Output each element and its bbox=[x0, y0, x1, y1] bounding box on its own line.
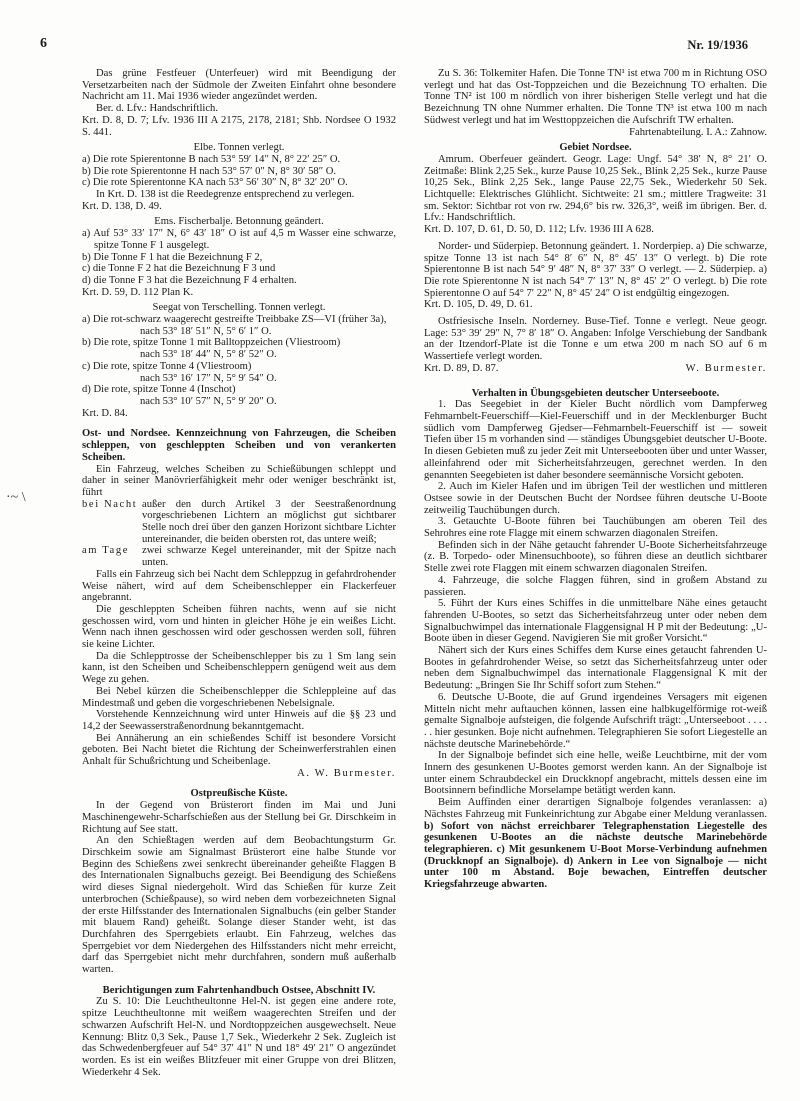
list-item: c) Die rote, spitze Tonne 4 (Vliestroom) bbox=[82, 360, 252, 372]
paragraph: Ber. d. Lfv.: Handschriftlich. bbox=[96, 103, 218, 115]
signature: W. Burmester. bbox=[685, 362, 767, 374]
list-item-position: nach 53° 10′ 57″ N, 5° 9′ 20″ O. bbox=[140, 395, 277, 407]
paragraph-bold: b) Sofort von nächst erreichbarer Telegraphenstation Liegestelle des gesunkenen U-Bootes an die nächste deutsche Marinebehörde telegraphieren. c) Mit gesunkenem U-Boot Morse-Verbindung aufnehmen (Druckknopf an Signalboje). d) Ankern in Lee von Signalboje — nicht unter 100 m Abstand. Boje bewachen, Eintreffen deutscher Kriegsfahrzeuge abwarten. bbox=[424, 820, 767, 891]
list-item: c) die Tonne F 2 hat die Bezeichnung F 3 und bbox=[82, 263, 276, 275]
section-heading: Ost- und Nordsee. Kennzeichnung von Fahrzeugen, die Scheiben schleppen, von geschleppten Scheiben und von verankerten Scheiben. bbox=[82, 428, 396, 463]
paragraph: Zu S. 36: Tolkemiter Hafen. Die Tonne TN¹ ist etwa 700 m in Richtung OSO verlegt und hat das Ost-Toppzeichen und die Bezeichnung TO erhalten. Die Tonne TN² ist 100 m nördlich von ihrer bisherigen Stelle verlegt und hat die Bezeichnung TN ohne Nummer erhalten. Die Tonne TN³ ist etwa 100 m nach Südwest verlegt und hat im Westtoppzeichen die Aufschrift TW erhalten. bbox=[424, 68, 767, 126]
right-column bbox=[424, 68, 767, 891]
paragraph: Amrum. Oberfeuer geändert. Geogr. Lage: Ungf. 54° 38′ N, 8° 21′ O. Zeitmaße: Blink 2,25 Sek., kurze Pause 10,25 Sek., Blink 2,25 Sek., kurze Pause 10,25 Sek., Blink 2,25 Sek., lange Pause 22,75 Sek., Wiederkehr 50 Sek. Lichtquelle: Elektrisches Glühlicht. Sichtweite: 21 sm.; mittlere Tragweite: 31 sm. Sektor: Sichtbar rot von rw. 294,6° bis rw. 326,3°, weiß im übrigen. Ber. d. Lfv.: Handschriftlich. bbox=[424, 153, 767, 224]
list-item: d) Die rote, spitze Tonne 4 (Inschot) bbox=[82, 384, 236, 396]
paragraph: Da die Schlepptrosse der Scheibenschlepper bis zu 1 Sm lang sein kann, ist den Scheiben und Scheibenschleppern genügend weit aus dem Wege zu gehen. bbox=[82, 650, 396, 686]
chart-reference: Krt. D. 59, D. 112 Plan K. bbox=[82, 286, 194, 298]
definition-text: zwei schwarze Kegel untereinander, mit der Spitze nach unten. bbox=[142, 545, 396, 569]
list-item: b) Die Tonne F 1 hat die Bezeichnung F 2, bbox=[82, 251, 263, 263]
margin-mark: ·~ \ bbox=[6, 490, 26, 505]
chart-reference: Krt. D. 107, D. 61, D. 50, D. 112; Lfv. 1936 III A 628. bbox=[424, 224, 654, 236]
paragraph: Zu S. 10: Die Leuchtheultonne Hel-N. ist gegen eine andere rote, spitze Leuchtheultonne mit weißem waagerechten Streifen und der schwarzen Aufschrift Hel-N. und Nordtoppzeichen ausgewechselt. Neue Kennung: Blitz 0,3 Sek., Pause 1,7 Sek., Wiederkehr 2 Sek. Zugleich ist das Schwedenbergfeuer auf 54° 37′ 41″ N und 18° 49′ 21″ O angezündet worden. Es ist ein weißes Blitzfeuer mit einer Gruppe von drei Blitzen, Wiederkehr 4 Sek. bbox=[82, 996, 396, 1078]
paragraph: Ein Fahrzeug, welches Scheiben zu Schießübungen schleppt und daher in seiner Manövrierfähigkeit mehr oder weniger beschränkt ist, führt bbox=[82, 463, 396, 498]
chart-reference: Krt. D. 105, D. 49, D. 61. bbox=[424, 299, 533, 311]
section-heading: Seegat von Terschelling. Tonnen verlegt. bbox=[152, 302, 326, 314]
paragraph: Bei Nebel kürzen die Scheibenschlepper die Schleppleine auf das Mindestmaß und geben die vorgeschriebenen Nebelsignale. bbox=[82, 685, 396, 709]
paragraph: Norder- und Süderpiep. Betonnung geändert. 1. Norderpiep. a) Die schwarze, spitze Tonne 13 ist nach 54° 8′ 6″ N, 8° 45′ 13″ O verlegt. b) Die rote Spierentonne B ist nach 54° 9′ 48″ N, 8° 37′ 33″ O verlegt. — 2. Süderpiep. a) Die rote Spierentonne N ist nach 54° 7′ 13″ N, 8° 45′ 2″ O verlegt. b) Die rote Spierentonne O auf 54° 7′ 22″ N, 8° 45′ 24″ O ist endgültig eingezogen. bbox=[424, 240, 767, 299]
paragraph: Befinden sich in der Nähe getaucht fahrender U-Boote Sicherheitsfahrzeuge (z. B. Torpedo- oder Minensuchboote), so führen diese an deutlich sichtbarer Stelle zwei rote Flaggen mit einem schwarzen diagonalen Streifen. bbox=[424, 539, 767, 575]
paragraph: In der Signalboje befindet sich eine helle, weiße Leuchtbirne, mit der vom Innern des gesunkenen U-Bootes gemorst werden kann. An der Signalboje ist unter einem Schraubdeckel ein Druckknopf angebracht, mittels dessen eine im Bootsinnern befindliche Morselampe betätigt werden kann. bbox=[424, 750, 767, 797]
signature: A. W. Burmester. bbox=[297, 767, 396, 779]
paragraph: An den Schießtagen werden auf dem Beobachtungsturm Gr. Dirschkeim sowie am Signalmast Brüsterort eine halbe Stunde vor Beginn des Schießens zwei senkrecht übereinander geheißte Flaggen B des Internationalen Signalbuchs gezeigt. Bei Beendigung des Schießens wird dieses Signal niedergeholt. Wird das Schießen für kurze Zeit unterbrochen (Schießpause), so wird neben dem vorbezeichneten Signal der erste Hilfsstander des Internationalen Signalbuchs (ein gelber Stander mit blauem Rand) geheißt. Solange dieser Stander weht, ist das Durchfahren des Sperrgebiets erlaubt. Ein Fahrzeug, welches das Sperrgebiet vor dem Niedergehen des Hilfsstanders nicht mehr erreicht, darf das Sperrgebiet nicht mehr durchfahren, sondern muß außerhalb warten. bbox=[82, 835, 396, 976]
chart-reference: Krt. D. 8, D. 7; Lfv. 1936 III A 2175, 2178, 2181; Shb. Nordsee O 1932 S. 441. bbox=[82, 114, 396, 138]
signature: Fahrtenabteilung. I. A.: Zahnow. bbox=[629, 126, 767, 138]
paragraph: In der Gegend von Brüsterort finden im Mai und Juni Maschinengewehr-Scharfschießen aus der Stellung bei Gr. Dirschkeim in Richtung auf See statt. bbox=[82, 800, 396, 835]
reference-row bbox=[424, 363, 767, 375]
paragraph: 5. Führt der Kurs eines Schiffes in die unmittelbare Nähe eines getaucht fahrenden U-Bootes, so setzt das Sicherheitsfahrzeug unter oder neben dem Signalbuchwimpel das internationale Flaggensignal H P mit der Bedeutung: „U-Boote üben in dieser Gegend. Navigieren Sie mit großer Vorsicht.“ bbox=[424, 598, 767, 645]
paragraph: 4. Fahrzeuge, die solche Flaggen führen, sind in großem Abstand zu passieren. bbox=[424, 574, 767, 598]
paragraph: Bei Annäherung an ein schießendes Schiff ist besondere Vorsicht geboten. Bei Nacht bietet die Richtung der Scheinwerferstrahlen einen Anhalt für Schußrichtung und Scheibenlage. bbox=[82, 732, 396, 768]
section-heading: Verhalten in Übungsgebieten deutscher Unterseeboote. bbox=[471, 387, 720, 399]
paragraph: 2. Auch im Kieler Hafen und im übrigen Teil der westlichen und mittleren Ostsee sowie in der Deutschen Bucht der Nordsee führen deutsche U-Boote zeitweilig Tauchübungen durch. bbox=[424, 481, 767, 516]
paragraph: 6. Deutsche U-Boote, die auf Grund irgendeines Versagers mit eigenen Mitteln nicht mehr auftauchen können, lassen eine halbkugelförmige rot-weiß gemalte Signalboje aufsteigen, die folgende Aufschrift trägt: „Unterseeboot . . . . . . hier gesunken. Boje nicht aufnehmen. Telegraphieren Sie sofort Liegestelle an nächste deutsche Marinebehörde.“ bbox=[424, 691, 767, 750]
paragraph: Falls ein Fahrzeug sich bei Nacht dem Schleppzug in gefahrdrohender Weise nähert, wird auf dem Scheibenschlepper ein Flackerfeuer angebrannt. bbox=[82, 568, 396, 604]
chart-reference: Krt. D. 84. bbox=[82, 407, 128, 419]
paragraph-start: Beim Auffinden einer derartigen Signalboje folgendes veranlassen: a) Nächstes Fahrzeug mit Funkeinrichtung zur Abgabe einer Meldung veranlassen. bbox=[424, 797, 767, 820]
paragraph: Vorstehende Kennzeichnung wird unter Hinweis auf die §§ 23 und 14,2 der Seewasserstraßenordnung bekanntgemacht. bbox=[82, 709, 396, 732]
paragraph: Nähert sich der Kurs eines Schiffes dem Kurse eines getaucht fahrenden U-Bootes in gefahrdrohender Weise, so setzt das Sicherheitsfahrzeug unter oder neben dem Signalbuchwimpel das internationale Flaggensignal K mit der Bedeutung: „Bringen Sie Ihr Schiff sofort zum Stehen.“ bbox=[424, 645, 767, 692]
list-item: a) Auf 53° 33′ 17″ N, 6° 43′ 18″ O ist auf 4,5 m Wasser eine schwarze, spitze Tonne F 1 ausgelegt. bbox=[82, 228, 396, 251]
section-heading: Ems. Fischerbalje. Betonnung geändert. bbox=[154, 216, 324, 228]
list-item: a) Die rote Spierentonne B nach 53° 59′ 14″ N, 8° 22′ 25″ O. bbox=[82, 153, 341, 165]
list-item-position: nach 53° 18′ 44″ N, 5° 8′ 52″ O. bbox=[140, 349, 277, 361]
chart-reference: Krt. D. 138, D. 49. bbox=[82, 200, 162, 212]
chart-reference: Krt. D. 89, D. 87. bbox=[424, 362, 499, 374]
paragraph: In Krt. D. 138 ist die Reedegrenze entsprechend zu verlegen. bbox=[96, 189, 355, 201]
left-column bbox=[82, 68, 396, 1078]
paragraph bbox=[424, 797, 767, 891]
section-heading: Ostpreußische Küste. bbox=[190, 788, 288, 800]
list-item: b) Die rote Spierentonne H nach 53° 57′ 0″ N, 8° 30′ 58″ O. bbox=[82, 165, 337, 177]
definition-day bbox=[82, 545, 396, 568]
paragraph: Ostfriesische Inseln. Norderney. Buse-Tief. Tonne e verlegt. Neue geogr. Lage: 53° 39′ 29″ N, 7° 8′ 18″ O. Angaben: Infolge Verschiebung der Sandbank an der Itzendorf-Plate ist die Tonne e um etwa 200 m nach SO auf 6 m Wassertiefe verlegt worden. bbox=[424, 316, 767, 363]
list-item: b) Die rote, spitze Tonne 1 mit Balltoppzeichen (Vliestroom) bbox=[82, 337, 341, 349]
paragraph: Das grüne Festfeuer (Unterfeuer) wird mit Beendigung der Versetzarbeiten nach der Südmole der Zweiten Einfahrt ohne besondere Nachricht am 11. Mai 1936 wieder angezündet werden. bbox=[82, 68, 396, 103]
list-item: d) die Tonne F 3 hat die Bezeichnung F 4 erhalten. bbox=[82, 274, 297, 286]
section-heading: Elbe. Tonnen verlegt. bbox=[193, 142, 285, 154]
list-item: a) Die rot-schwarz waagerecht gestreifte Treibbake ZS—VI (früher 3a), bbox=[82, 314, 387, 326]
definition-night bbox=[82, 499, 396, 546]
page-number: 6 bbox=[40, 36, 47, 51]
list-item-position: nach 53° 18′ 51″ N, 5° 6′ 1″ O. bbox=[140, 325, 272, 337]
paragraph: 3. Getauchte U-Boote führen bei Tauchübungen am oberen Teil des Sehrohres eine rote Flagge mit einem schwarzen diagonalen Streifen. bbox=[424, 516, 767, 540]
issue-number: Nr. 19/1936 bbox=[687, 38, 748, 52]
list-item: c) Die rote Spierentonne KA nach 53° 56′ 30″ N, 8° 32′ 20″ O. bbox=[82, 177, 348, 189]
definition-text: außer den durch Artikel 3 der Seestraßenordnung vorgeschriebenen Lichtern an möglichst gut sichtbarer Stelle noch drei über den ganzen Horizont sichtbare Lichter untereinander, die beiden obersten rot, das untere weiß; bbox=[142, 498, 396, 545]
paragraph: 1. Das Seegebiet in der Kieler Bucht nördlich vom Dampferweg Fehmarnbelt-Feuerschiff—Kiel-Feuerschiff und in der Mecklenburger Bucht südlich vom Dampferweg Gjedser—Fehmarnbelt-Feuerschiff ist — soweit Tiefen über 15 m vorhanden sind — ständiges Übungsgebiet deutscher U-Boote. In diesen Gebieten muß zu jeder Zeit mit Unterseebooten über und unter Wasser, alleinfahrend oder mit Sicherheitsfahrzeugen, gerechnet werden. In den genannten Seegebieten ist daher besondere seemännische Vorsicht geboten. bbox=[424, 399, 767, 481]
definition-term: bei Nacht bbox=[82, 498, 138, 510]
paragraph: Die geschleppten Scheiben führen nachts, wenn auf sie nicht geschossen wird, vorn und hinten in gleicher Höhe je ein weißes Licht. Wenn nach ihnen geschossen wird oder geschossen werden soll, führen sie keine Lichter. bbox=[82, 603, 396, 651]
section-heading: Gebiet Nordsee. bbox=[559, 142, 632, 154]
definition-term: am Tage bbox=[82, 545, 130, 557]
section-heading: Berichtigungen zum Fahrtenhandbuch Ostsee, Abschnitt IV. bbox=[102, 984, 376, 996]
list-item-position: nach 53° 16′ 17″ N, 5° 9′ 54″ O. bbox=[140, 372, 277, 384]
